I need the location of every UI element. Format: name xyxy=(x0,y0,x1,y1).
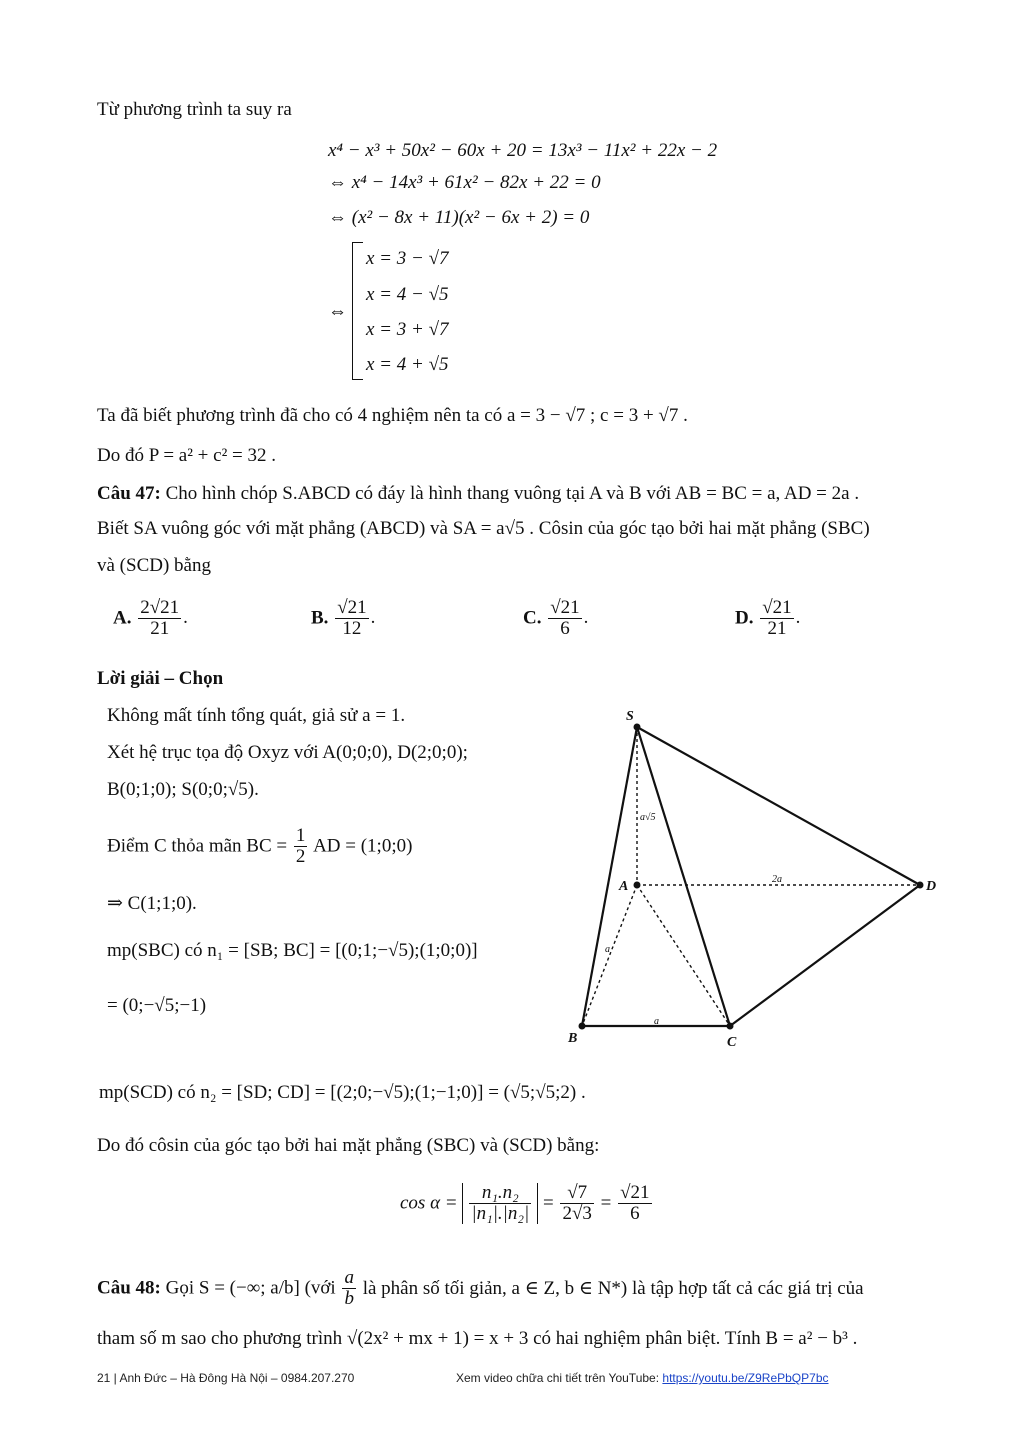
half-fraction xyxy=(294,826,308,867)
edge-cd xyxy=(730,885,920,1026)
option-d-denominator: 21 xyxy=(767,617,787,639)
cosine-fraction-3-numerator: √21 xyxy=(620,1182,650,1203)
option-b-numerator: √21 xyxy=(337,597,367,618)
half-denominator: 2 xyxy=(295,845,306,867)
point-c xyxy=(727,1023,734,1030)
label-sa-length: a√5 xyxy=(640,812,656,823)
option-c: C. $\frac{√21}{6}$ . xyxy=(523,597,589,639)
label-ad-length: 2a xyxy=(772,874,782,885)
question-48-text-1b: là phân số tối giản, a ∈ Z, b ∈ N*) là tập hợp tất cả các giá trị của xyxy=(362,1277,864,1299)
cosine-fraction-1 xyxy=(469,1183,531,1224)
option-b-fraction xyxy=(335,598,368,639)
footer-video-text: Xem video chữa chi tiết trên YouTube: xyxy=(456,1371,663,1385)
half-numerator: 1 xyxy=(295,825,306,846)
label-d: D xyxy=(926,879,937,894)
footer-video xyxy=(456,1371,829,1385)
edge-sb xyxy=(582,727,637,1026)
solution-step-3: B(0;1;0); S(0;0;√5). xyxy=(107,779,259,800)
option-d-numerator: √21 xyxy=(762,597,792,618)
solution-step-5: ⇒ C(1;1;0). xyxy=(107,893,197,914)
solution-step-1: Không mất tính tổng quát, giả sử a = 1. xyxy=(107,705,406,726)
question-47-line-2: Biết SA vuông góc với mặt phẳng (ABCD) và SA = a√5 . Côsin của góc tạo bởi hai mặt phẳng (SBC) xyxy=(97,518,870,539)
question-48-fraction-numerator: a xyxy=(344,1267,354,1288)
point-d xyxy=(917,882,924,889)
equiv-arrow: ⇔ xyxy=(328,301,347,322)
option-c-letter: C. xyxy=(523,607,542,629)
option-b-denominator: 12 xyxy=(342,617,362,639)
cosine-fraction-2-numerator: √7 xyxy=(560,1183,593,1204)
option-c-fraction xyxy=(548,598,581,639)
question-48-fraction xyxy=(342,1268,356,1309)
cosine-lhs: cos α = xyxy=(400,1192,458,1214)
option-d-fraction xyxy=(760,598,793,639)
solution-step-7: = (0;−√5;−1) xyxy=(107,995,207,1016)
pyramid-figure xyxy=(560,700,960,1060)
cosine-formula xyxy=(400,1183,654,1224)
option-a-fraction xyxy=(138,598,181,639)
question-47-line-1 xyxy=(97,483,859,505)
question-48-line-1 xyxy=(97,1268,864,1309)
solution-title: Lời giải – Chọn xyxy=(97,668,224,689)
option-a: A. $\frac{2√21}{21}$ . xyxy=(113,597,188,639)
equation-line-2: ⇔ x⁴ − 14x³ + 61x² − 82x + 22 = 0 xyxy=(328,172,601,193)
solution-step-4 xyxy=(107,826,412,867)
solution-step-6: mp(SBC) có n₁ = [SB; BC] = [(0;1;−√5);(1;0;0)] xyxy=(107,940,478,961)
option-d-letter: D. xyxy=(735,607,754,629)
question-48-fraction-denominator: b xyxy=(344,1287,354,1309)
label-a: A xyxy=(619,879,629,894)
case-bracket xyxy=(352,242,363,380)
point-b xyxy=(579,1023,586,1030)
equation-line-1: x⁴ − x³ + 50x² − 60x + 20 = 13x³ − 11x² + 22x − 2 xyxy=(328,140,718,161)
solution-step-9: Do đó côsin của góc tạo bởi hai mặt phẳng (SBC) và (SCD) bằng: xyxy=(97,1135,600,1156)
cosine-fraction-1-numerator: n₁.n₂ xyxy=(469,1183,531,1204)
label-b: B xyxy=(568,1031,578,1046)
footer-youtube-link[interactable]: https://youtu.be/Z9RePbQP7bc xyxy=(662,1371,829,1385)
label-bc-length: a xyxy=(654,1016,659,1027)
case-root-3: x = 3 + √7 xyxy=(366,319,449,340)
edge-ac xyxy=(637,885,730,1026)
cosine-fraction-3-denominator: 6 xyxy=(630,1202,640,1224)
option-b-letter: B. xyxy=(311,607,329,629)
case-root-1: x = 3 − √7 xyxy=(366,248,449,269)
paragraph-roots: Ta đã biết phương trình đã cho có 4 nghiệm nên ta có a = 3 − √7 ; c = 3 + √7 . xyxy=(97,405,688,426)
solution-step-8: mp(SCD) có n₂ = [SD; CD] = [(2;0;−√5);(1;−1;0)] = (√5;√5;2) . xyxy=(99,1082,586,1103)
solution-step-4-left: Điểm C thỏa mãn BC = xyxy=(107,835,292,857)
option-d: D. $\frac{√21}{21}$ . xyxy=(735,597,801,639)
case-root-2: x = 4 − √5 xyxy=(366,284,449,305)
edge-ab xyxy=(582,885,637,1026)
option-c-numerator: √21 xyxy=(550,597,580,618)
point-s xyxy=(634,724,641,731)
cosine-fraction-2 xyxy=(560,1183,593,1224)
cosine-fraction-1-denominator: |n₁|.|n₂| xyxy=(471,1202,530,1224)
cosine-abs-value xyxy=(462,1183,538,1224)
equals-sign-2: = xyxy=(600,1192,612,1214)
label-c: C xyxy=(727,1035,737,1050)
paragraph-result: Do đó P = a² + c² = 32 . xyxy=(97,445,276,466)
question-48-label: Câu 48: xyxy=(97,1277,161,1299)
option-b: B. $\frac{√21}{12}$ . xyxy=(311,597,376,639)
option-a-numerator: 2√21 xyxy=(140,597,180,618)
cosine-fraction-3 xyxy=(618,1183,651,1224)
footer-author: 21 | Anh Đức – Hà Đông Hà Nội – 0984.207.270 xyxy=(97,1371,355,1385)
solution-step-4-right: AD = (1;0;0) xyxy=(309,835,413,857)
intro-text: Từ phương trình ta suy ra xyxy=(97,99,292,120)
option-c-denominator: 6 xyxy=(560,617,570,639)
label-ab-length: a xyxy=(605,944,610,955)
label-s: S xyxy=(626,709,634,724)
equals-sign-1: = xyxy=(542,1192,554,1214)
cosine-fraction-2-denominator: 2√3 xyxy=(562,1202,592,1224)
equation-line-3: ⇔ (x² − 8x + 11)(x² − 6x + 2) = 0 xyxy=(328,207,590,228)
option-a-letter: A. xyxy=(113,607,132,629)
question-47-line-3: và (SCD) bằng xyxy=(97,555,211,576)
solution-step-2: Xét hệ trục tọa độ Oxyz với A(0;0;0), D(2;0;0); xyxy=(107,742,468,763)
question-47-label: Câu 47: xyxy=(97,483,161,504)
option-a-denominator: 21 xyxy=(150,617,170,639)
question-48-text-1a: Gọi S = (−∞; a/b] (với xyxy=(165,1277,336,1299)
point-a xyxy=(634,882,641,889)
question-48-line-2: tham số m sao cho phương trình √(2x² + mx + 1) = x + 3 có hai nghiệm phân biệt. Tính B = a² − b³ . xyxy=(97,1328,858,1349)
question-47-text-1: Cho hình chóp S.ABCD có đáy là hình thang vuông tại A và B với AB = BC = a, AD = 2a . xyxy=(165,483,860,504)
case-root-4: x = 4 + √5 xyxy=(366,354,449,375)
